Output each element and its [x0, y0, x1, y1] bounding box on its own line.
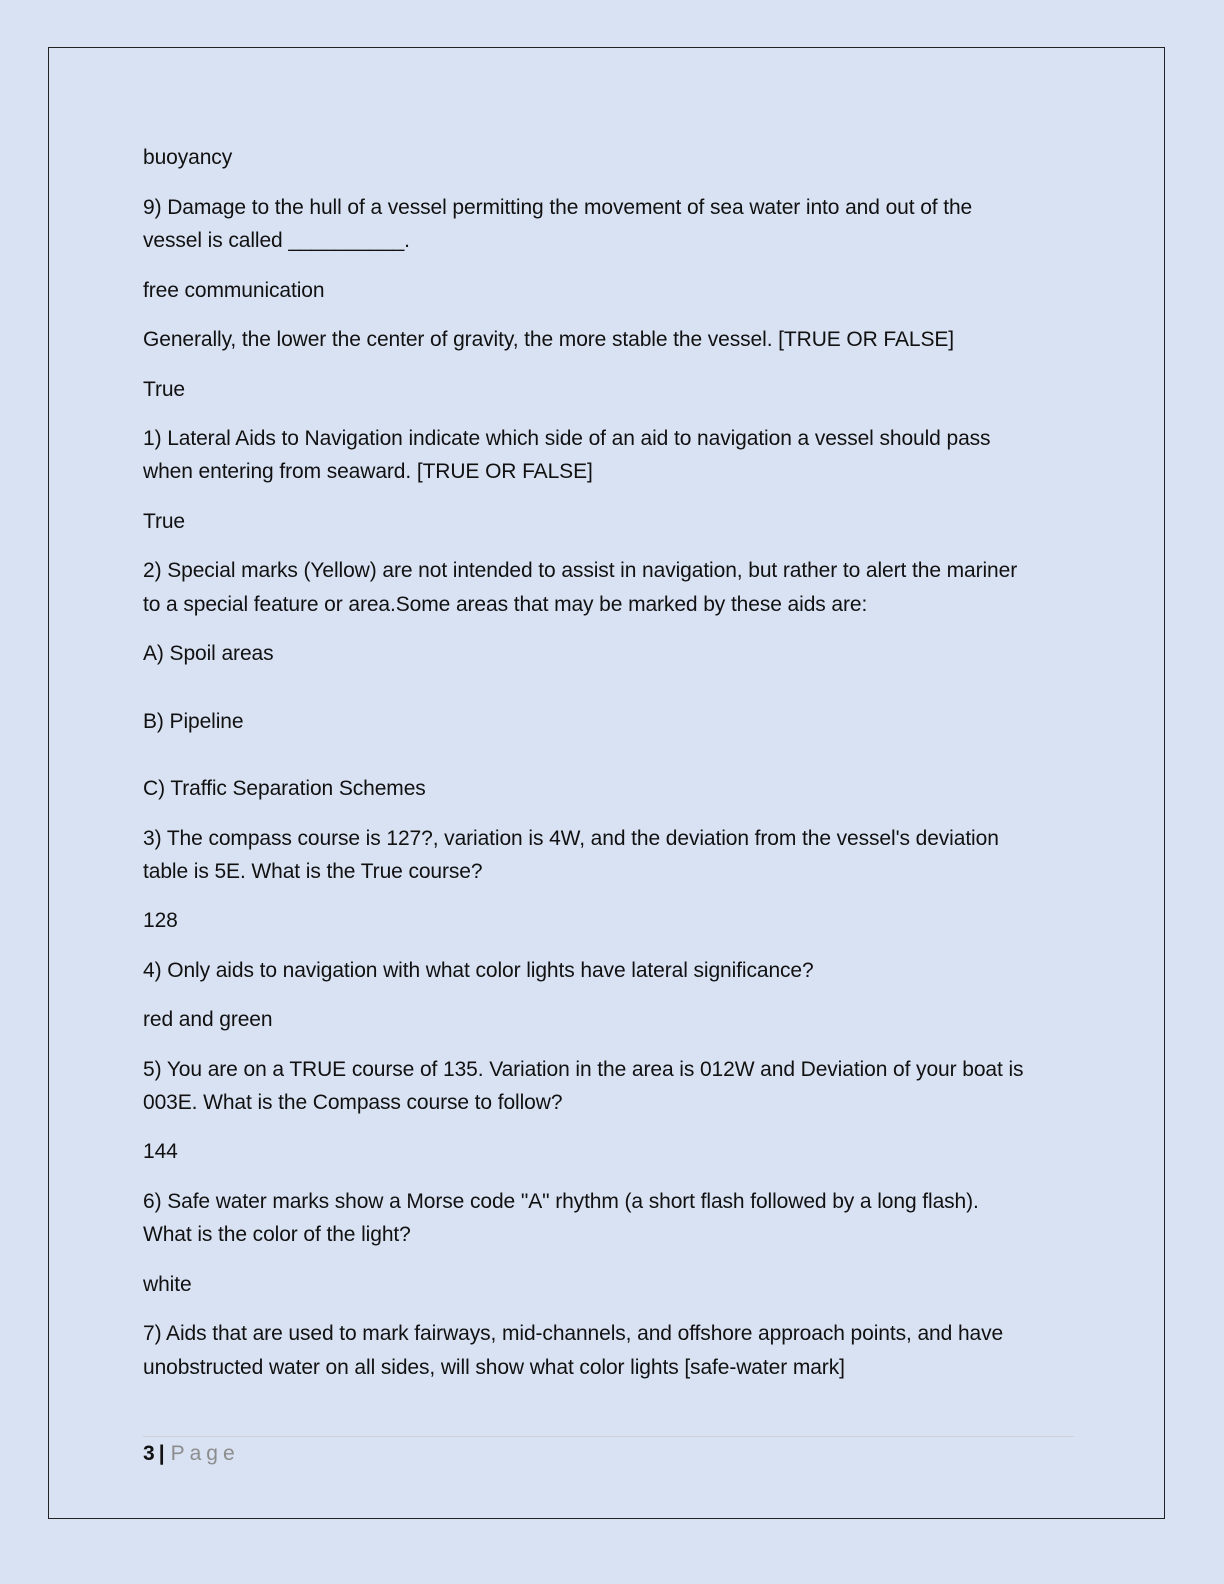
answer-text: red and green [143, 1008, 273, 1031]
question-text: 3) The compass course is 127?, variation is 4W, and the deviation from the vessel's deviation [143, 827, 999, 850]
question-text: vessel is called __________. [143, 229, 410, 252]
question-text: 4) Only aids to navigation with what color lights have lateral significance? [143, 959, 814, 982]
answer-text: True [143, 510, 185, 533]
question-text: What is the color of the light? [143, 1223, 411, 1246]
question-text: 5) You are on a TRUE course of 135. Variation in the area is 012W and Deviation of your boat is [143, 1058, 1024, 1081]
list-item: A) Spoil areas [143, 642, 274, 665]
footer-separator: | [158, 1442, 165, 1465]
page-footer [143, 1438, 240, 1470]
footer-divider [143, 1436, 1074, 1437]
question-text: 2) Special marks (Yellow) are not intended to assist in navigation, but rather to alert the mariner [143, 559, 1018, 582]
answer-text: True [143, 378, 185, 401]
answer-text: 128 [143, 909, 178, 932]
list-item: C) Traffic Separation Schemes [143, 777, 426, 800]
question-text: when entering from seaward. [TRUE OR FALSE] [143, 460, 593, 483]
question-text: unobstructed water on all sides, will show what color lights [safe-water mark] [143, 1356, 845, 1379]
question-text: 1) Lateral Aids to Navigation indicate which side of an aid to navigation a vessel should pass [143, 427, 991, 450]
answer-text: white [143, 1273, 192, 1296]
page-label: Page [170, 1442, 240, 1465]
list-item: B) Pipeline [143, 710, 244, 733]
question-text: 7) Aids that are used to mark fairways, mid-channels, and offshore approach points, and have [143, 1322, 1004, 1345]
answer-text: free communication [143, 279, 325, 302]
question-text: 003E. What is the Compass course to follow? [143, 1091, 563, 1114]
question-text: table is 5E. What is the True course? [143, 860, 483, 883]
answer-text: buoyancy [143, 146, 233, 169]
answer-text: 144 [143, 1140, 178, 1163]
question-text: to a special feature or area.Some areas that may be marked by these aids are: [143, 593, 868, 616]
question-text: Generally, the lower the center of gravity, the more stable the vessel. [TRUE OR FALSE] [143, 328, 955, 351]
page-number: 3 [143, 1442, 155, 1465]
question-text: 9) Damage to the hull of a vessel permitting the movement of sea water into and out of the [143, 196, 973, 219]
question-text: 6) Safe water marks show a Morse code "A" rhythm (a short flash followed by a long flash). [143, 1190, 979, 1213]
